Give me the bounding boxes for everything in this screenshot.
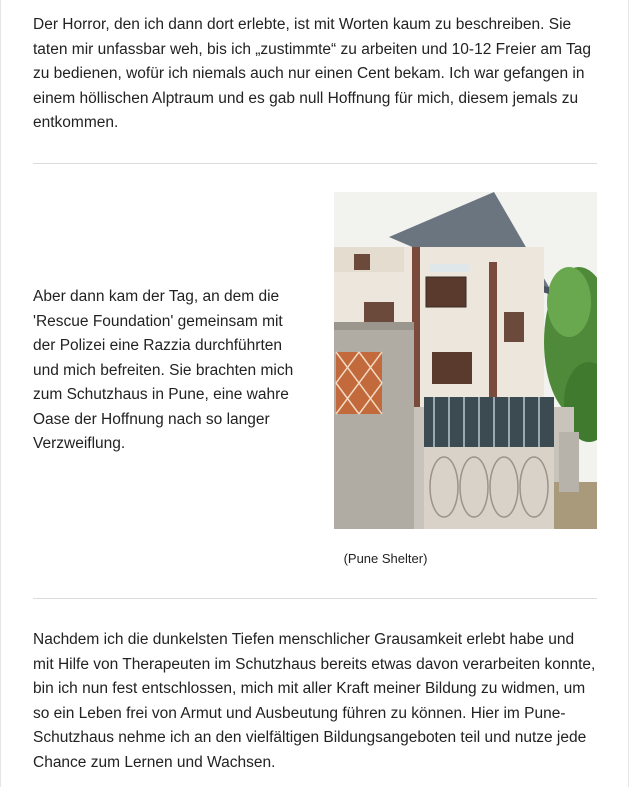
section-divider bbox=[33, 598, 597, 599]
shelter-photo bbox=[334, 192, 597, 529]
page-border-left bbox=[0, 0, 1, 787]
building-photo-icon bbox=[334, 192, 597, 529]
intro-paragraph: Der Horror, den ich dann dort erlebte, ist mit Worten kaum zu beschreiben. Sie taten mir unfassbar weh, bis ich „zustimmte“ zu arbeiten und 10-12 Freier am Tag zu bedienen, wofür ich niemals auch nur einen Cent bekam. Ich war gefangen in einem höllischen Alptraum und es gab null Hoffnung für mich, diesem jemals zu entkommen. bbox=[33, 16, 591, 131]
rescue-paragraph: Aber dann kam der Tag, an dem die 'Rescue Foundation' gemeinsam mit der Polizei eine Razzia durchführten und mich befreiten. Sie brachten mich zum Schutzhaus in Pune, eine wahre Oase der Hoffnung nach so langer Verzweiflung. bbox=[33, 288, 294, 452]
photo-caption: (Pune Shelter) bbox=[343, 551, 428, 566]
future-paragraph: Nachdem ich die dunkelsten Tiefen menschlicher Grausamkeit erlebt habe und mit Hilfe von Therapeuten im Schutzhaus bereits etwas davon verarbeiten konnte, bin ich nun fest entschlossen, mich mit aller Kraft meiner Bildung zu widmen, um so ein Leben frei von Armut und Ausbeutung führen zu können. Hier im Pune-Schutzhaus nehme ich an den vielfältigen Bildungsangeboten teil und nutze jede Chance zum Lernen und Wachsen. bbox=[33, 631, 596, 771]
section-divider bbox=[33, 163, 597, 164]
